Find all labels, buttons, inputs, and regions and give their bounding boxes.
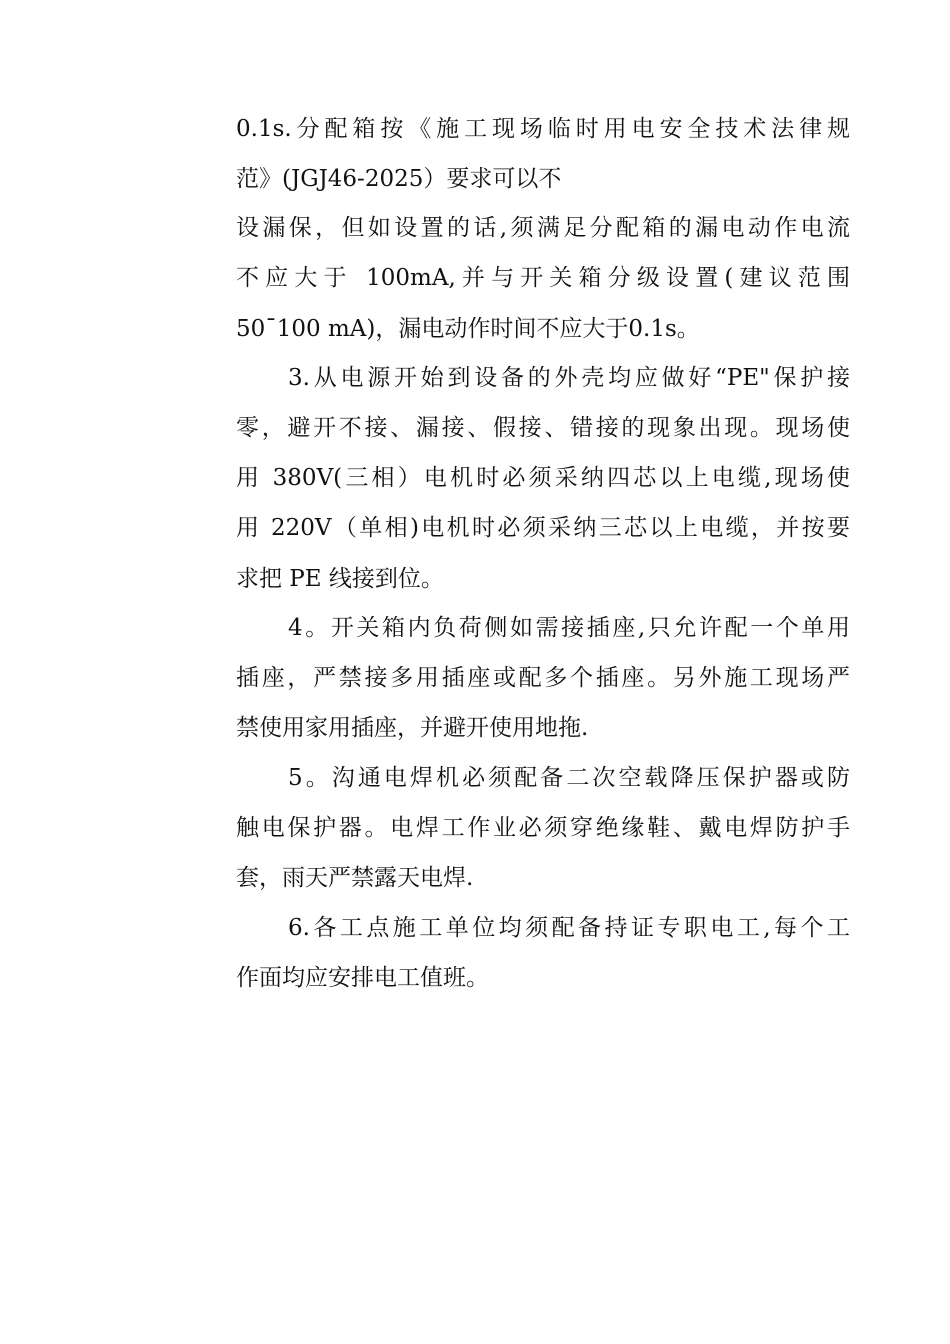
text-line: 禁使用家用插座，并避开使用地拖. xyxy=(236,715,589,741)
text-line: 作面均应安排电工值班。 xyxy=(236,965,489,991)
text-line: 4。开关箱内负荷侧如需接插座,只允许配一个单用 xyxy=(288,615,850,641)
text-line: 用 380V(三相）电机时必须采纳四芯以上电缆,现场使 xyxy=(236,465,850,491)
text-line: 套，雨天严禁露天电焊. xyxy=(236,865,474,891)
text-line: 范》(JGJ46-2025）要求可以不 xyxy=(236,166,562,192)
text-line: 插座，严禁接多用插座或配多个插座。另外施工现场严 xyxy=(236,665,850,691)
text-line: 零，避开不接、漏接、假接、错接的现象出现。现场使 xyxy=(236,415,850,441)
text-line: 求把 PE 线接到位。 xyxy=(236,566,444,592)
text-line: 3.从电源开始到设备的外壳均应做好“PE"保护接 xyxy=(288,365,850,391)
text-line: 设漏保，但如设置的话,须满足分配箱的漏电动作电流 xyxy=(236,215,850,241)
text-line: 50¯100 mA)，漏电动作时间不应大于0.1s。 xyxy=(236,316,700,342)
text-line: 6.各工点施工单位均须配备持证专职电工,每个工 xyxy=(288,915,850,941)
text-line: 0.1s.分配箱按《施工现场临时用电安全技术法律规 xyxy=(236,116,850,142)
text-line: 5。沟通电焊机必须配备二次空载降压保护器或防 xyxy=(288,765,850,791)
text-line: 用 220V（单相)电机时必须采纳三芯以上电缆，并按要 xyxy=(236,515,850,541)
text-line: 不应大于 100mA,并与开关箱分级设置(建议范围 xyxy=(236,265,850,291)
text-line: 触电保护器。电焊工作业必须穿绝缘鞋、戴电焊防护手 xyxy=(236,815,850,841)
